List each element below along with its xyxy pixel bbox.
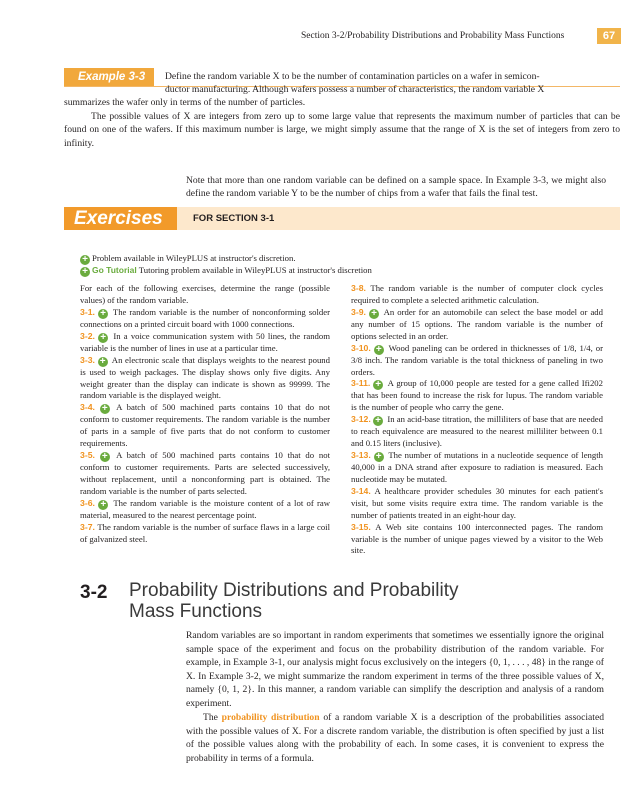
exercise-number: 3-2. (80, 330, 95, 341)
section-title-line-2: Mass Functions (129, 601, 263, 622)
exercise-item (351, 486, 603, 522)
exercise-number: 3-5. (80, 450, 95, 461)
exercise-number: 3-13. (351, 450, 371, 461)
exercise-number: 3-11. (351, 378, 371, 389)
exercises-intro: For each of the following exercises, determine the range (possible values) of the random variable. (80, 283, 330, 305)
exercise-text: The random variable is the number of computer clock cycles required to complete a selected arithmetic calculation. (351, 283, 604, 305)
exercise-text: The random variable is the number of surface flaws in a large coil of galvanized steel. (80, 521, 330, 544)
exercise-item (351, 378, 603, 414)
exercise-item (351, 283, 603, 307)
exercise-item (80, 498, 330, 522)
note-paragraph: Note that more than one random variable can be defined on a sample space. In Example 3-3, we might also define the random variable Y to be the number of chips from a wafer that fails the final test. (186, 175, 606, 199)
example-text-top (165, 70, 625, 97)
plus-icon: + (98, 309, 108, 319)
exercise-item (80, 522, 330, 546)
exercises-title: Exercises (74, 208, 163, 229)
plus-icon: + (98, 357, 108, 367)
exercise-text: In an acid-base titration, the milliliters of base that are needed to reach equivalence are measured to the nearest milliliter between 0.1 and 0.15 liters (inclusive). (351, 414, 603, 449)
exercise-text: The number of mutations in a nucleotide sequence of length 40,000 in a DNA strand after exposure to radiation is measured. Each nucleotide may be mutated. (351, 450, 604, 484)
legend-plus-text: Problem available in WileyPLUS at instructor's discretion. (92, 253, 296, 263)
exercise-text: A Web site contains 100 interconnected pages. The random variable is the number of unique pages viewed by a visitor to the Web site. (351, 521, 603, 556)
exercise-item (351, 522, 603, 558)
plus-icon: + (374, 452, 384, 462)
plus-icon: + (100, 404, 110, 414)
plus-icon: + (100, 452, 110, 462)
term-probability-distribution: probability distribution (221, 712, 320, 723)
section-title-line-1: Probability Distributions and Probability (129, 580, 459, 601)
plus-icon: + (373, 416, 383, 426)
legend-tutorial-text: Tutoring problem available in WileyPLUS at instructor's discretion (138, 265, 372, 275)
page-number: 67 (597, 28, 621, 44)
exercise-item (80, 355, 330, 403)
exercise-number: 3-3. (80, 354, 95, 365)
plus-icon: + (80, 267, 90, 277)
example-line-1: Define the random variable X to be the number of contamination particles on a wafer in semicon- (165, 71, 540, 82)
exercises-right-column (351, 283, 603, 557)
exercise-text: An electronic scale that displays weights to the nearest pound is used to weigh packages. The display shows only five digits. Any weight greater than the display can indicate is shown as 99999. The random variable is the displayed weight. (80, 354, 330, 401)
exercise-item (80, 307, 330, 331)
exercise-text: An order for an automobile can select the base model or add any number of 15 options. The random variable is the number of options selected in an order. (351, 306, 603, 341)
section-paragraph-1: Random variables are so important in random experiments that sometimes we essentially ignore the original sample space of the experiment and focus on the probability distribution of the random variable. For example, in Example 3-1, our analysis might focus exclusively on the integers {0, 1, . . . , 48} in the range of X. In Example 3-2, we might summarize the random experiment in terms of the three possible values of X, namely {0, 1, 2}. In this manner, a random variable can simplify the description and analysis of a random experiment. (186, 630, 604, 709)
plus-icon: + (98, 333, 108, 343)
exercise-number: 3-14. (351, 485, 371, 496)
example-line-3: summarizes the wafer only in terms of the number of particles. (64, 97, 306, 108)
exercise-number: 3-4. (80, 402, 95, 413)
plus-icon: + (373, 380, 383, 390)
exercise-text: A batch of 500 machined parts contains 10 that do not conform to customer requirements. The random variable is the number of parts in a sample of five parts that do not conform to customer requirements. (80, 402, 330, 449)
section-p2-pre: The (203, 712, 218, 723)
running-header: Section 3-2/Probability Distributions and Probability Mass Functions (301, 31, 565, 41)
example-tag: Example 3-3 (64, 68, 154, 87)
exercise-text: A healthcare provider schedules 30 minutes for each patient's visit, but some visits require extra time. The random variable is the number of patients treated in an eight-hour day. (351, 485, 603, 520)
exercise-text: The random variable is the number of nonconforming solder connections on a printed circuit board with 1000 connections. (80, 306, 331, 329)
legend-plus (80, 253, 296, 265)
exercise-item (80, 450, 330, 498)
section-paragraph-2 (186, 711, 604, 765)
exercise-number: 3-7. (80, 521, 95, 532)
plus-icon: + (98, 500, 108, 510)
exercise-number: 3-9. (351, 306, 366, 317)
exercises-subtitle: FOR SECTION 3-1 (193, 213, 275, 224)
exercise-text: In a voice communication system with 50 lines, the random variable is the number of lines in use at a particular time. (80, 330, 330, 353)
section-title (129, 580, 459, 622)
section-number: 3-2 (80, 582, 108, 603)
plus-icon: + (374, 345, 384, 355)
go-tutorial-label: Go Tutorial (92, 265, 137, 275)
plus-icon: + (369, 309, 379, 319)
example-paragraph-2: The possible values of X are integers from zero up to some large value that represents the maximum number of particles that can be found on one of the wafers. If this maximum number is large, we might simply assume that the range of X is the set of integers from zero to infinity. (64, 111, 620, 149)
exercise-text: A batch of 500 machined parts contains 10 that do not conform to customer requirements. Parts are selected successively, without replacement, until a nonconforming part is obtained. The random variable is the number of parts selected. (80, 450, 330, 496)
exercise-item (351, 343, 603, 379)
exercise-item (80, 402, 330, 450)
section-p2-post: of a random variable X is a description of the probabilities associated with the possible values of X. For a discrete random variable, the distribution is often specified by just a list of the possible values along with the probability of each. In some cases, it is convenient to express the probability in terms of a formula. (186, 712, 605, 764)
exercise-text: The random variable is the moisture content of a lot of raw material, measured to the nearest percentage point. (80, 497, 330, 520)
exercise-number: 3-12. (351, 414, 371, 425)
plus-icon: + (80, 255, 90, 265)
exercise-number: 3-6. (80, 497, 95, 508)
exercise-text: Wood paneling can be ordered in thicknesses of 1/8, 1/4, or 3/8 inch. The random variable is the total thickness of paneling in two orders. (351, 342, 603, 377)
exercise-item (80, 331, 330, 355)
exercise-text: A group of 10,000 people are tested for a gene called Ifi202 that has been found to increase the risk for lupus. The random variable is the number of people who carry the gene. (351, 378, 603, 413)
example-line-2: ductor manufacturing. Although wafers possess a number of characteristics, the random variable X (165, 84, 545, 96)
exercise-item (351, 450, 603, 486)
exercise-number: 3-10. (351, 342, 371, 353)
exercise-item (351, 307, 603, 343)
exercise-item (351, 414, 603, 450)
exercise-number: 3-8. (351, 283, 366, 293)
exercises-left-column (80, 283, 330, 546)
exercise-number: 3-15. (351, 521, 371, 532)
legend-tutorial (80, 265, 372, 277)
exercise-number: 3-1. (80, 306, 95, 317)
